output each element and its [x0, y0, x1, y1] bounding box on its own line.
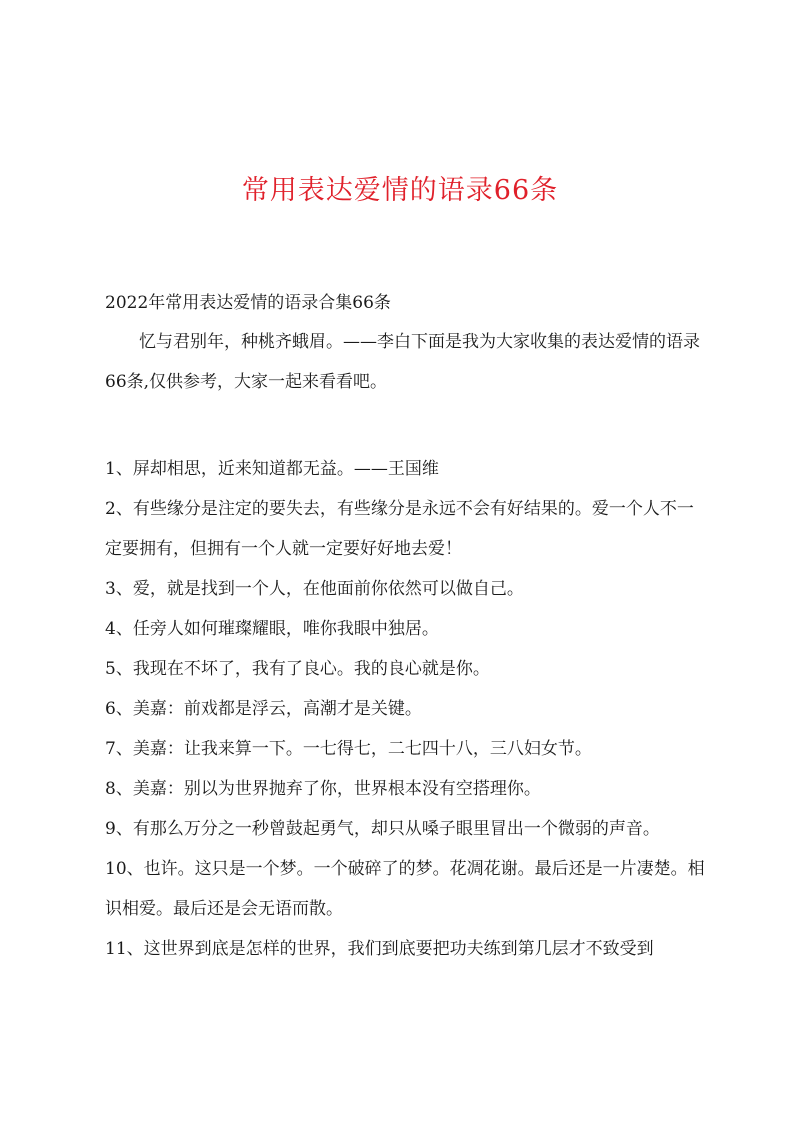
intro-paragraph: 忆与君别年，种桃齐蛾眉。——李白下面是我为大家收集的表达爱情的语录66条,仅供参考，大家一起来看看吧。: [105, 332, 700, 392]
quote-list: [105, 449, 707, 969]
document-title: 常用表达爱情的语录66条: [241, 175, 559, 206]
quote-item: 6、美嘉：前戏都是浮云，高潮才是关键。: [105, 699, 422, 719]
quote-item: 7、美嘉：让我来算一下。一七得七，二七四十八，三八妇女节。: [105, 739, 592, 759]
quote-item: 1、屏却相思，近来知道都无益。——王国维: [105, 459, 439, 479]
quote-item: 8、美嘉：别以为世界抛弃了你，世界根本没有空搭理你。: [105, 779, 541, 799]
quote-item: 10、也许。这只是一个梦。一个破碎了的梦。花凋花谢。最后还是一片凄楚。相识相爱。最后还是会无语而散。: [105, 859, 705, 919]
quote-item: 11、这世界到底是怎样的世界，我们到底要把功夫练到第几层才不致受到: [105, 939, 654, 959]
quote-item: 9、有那么万分之一秒曾鼓起勇气，却只从嗓子眼里冒出一个微弱的声音。: [105, 819, 660, 839]
quote-item: 4、任旁人如何璀璨耀眼，唯你我眼中独居。: [105, 619, 439, 639]
quote-item: 5、我现在不坏了，我有了良心。我的良心就是你。: [105, 659, 490, 679]
quote-item: 2、有些缘分是注定的要失去，有些缘分是永远不会有好结果的。爱一个人不一定要拥有，但拥有一个人就一定要好好地去爱！: [105, 499, 694, 559]
document-subtitle: 2022年常用表达爱情的语录合集66条: [105, 293, 391, 313]
quote-item: 3、爱，就是找到一个人，在他面前你依然可以做自己。: [105, 579, 524, 599]
